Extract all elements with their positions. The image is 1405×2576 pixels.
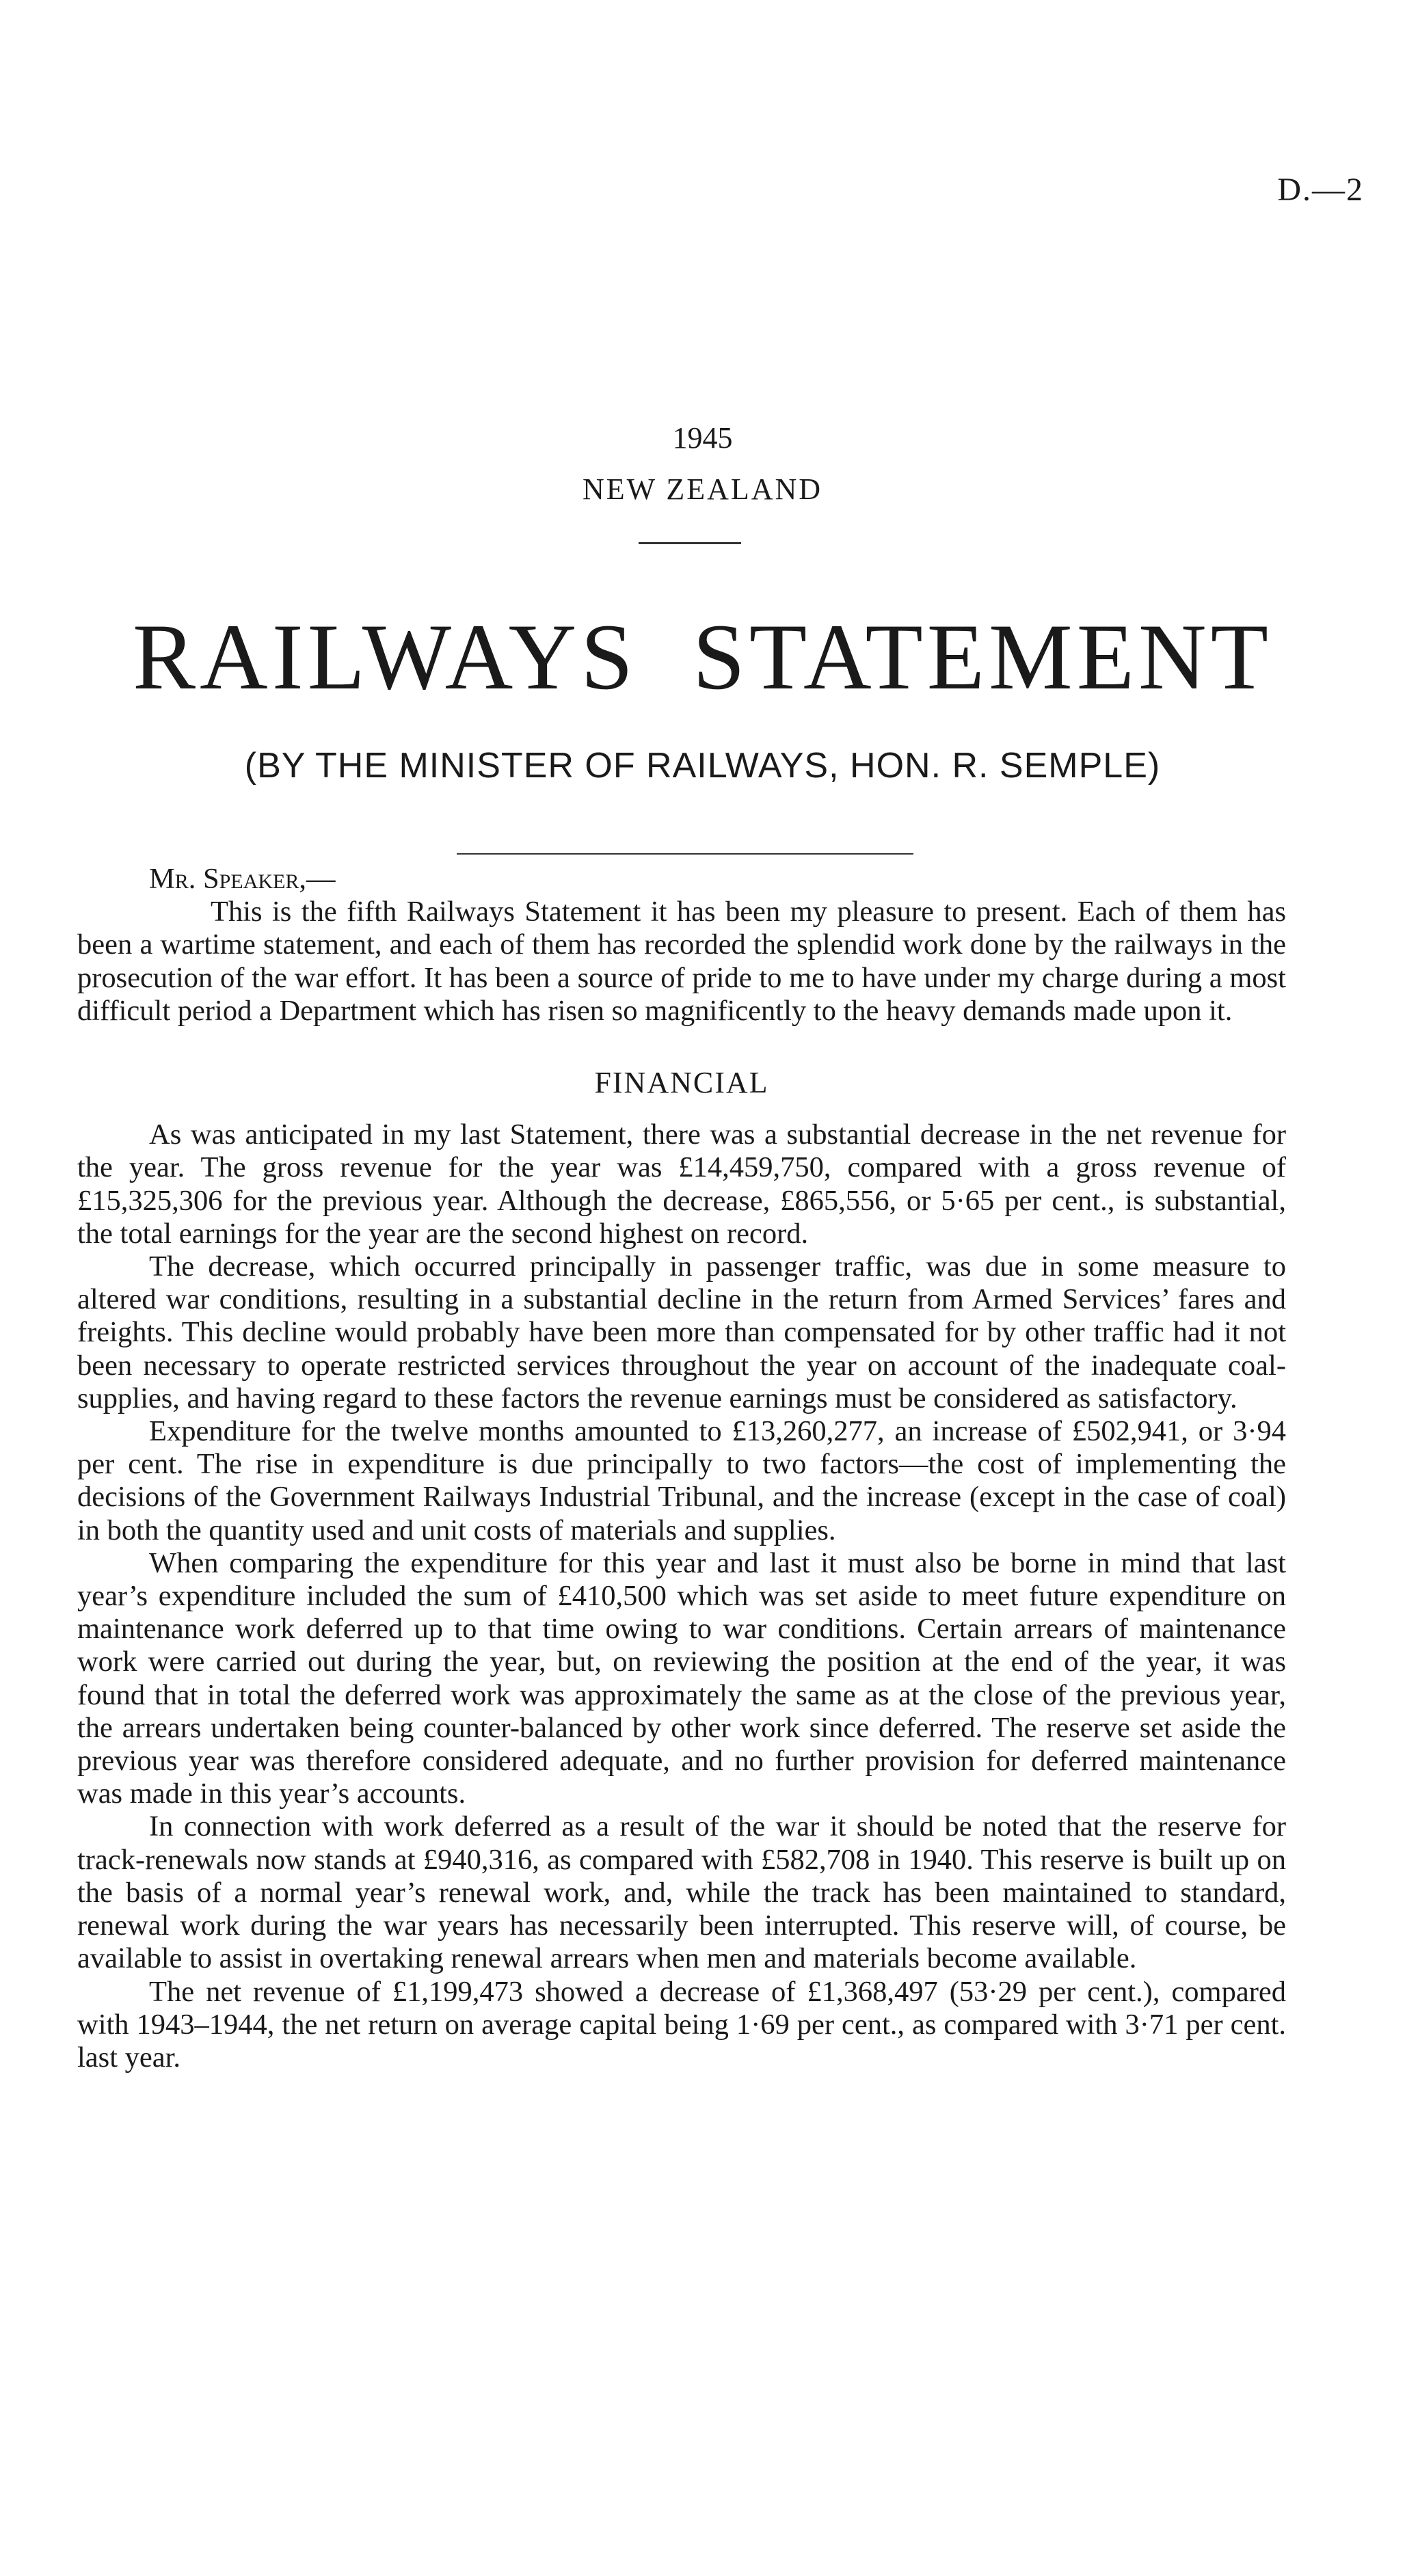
financial-paragraph: In connection with work deferred as a result of the war it should be noted that the reserve for track-renewals now stands at £940,316, as compared with £582,708 in 1940. This reserve is built up on the basis of a normal year’s renewal work, and, while the track has been maintained to standard, renewal work during the war years has necessarily been interrupted. This reserve will, of course, be available to assist in overtaking renewal arrears when men and materials become available.: [77, 1810, 1286, 1975]
country-heading: NEW ZEALAND: [582, 472, 823, 506]
document-subtitle: (BY THE MINISTER OF RAILWAYS, HON. R. SEMPLE): [244, 746, 1161, 786]
document-title: [0, 605, 1405, 709]
salutation: Mr. Speaker,—: [149, 863, 336, 895]
document-title-text: RAILWAYS STATEMENT: [133, 604, 1272, 709]
financial-paragraph: The decrease, which occurred principally in passenger traffic, was due in some measure to altered war conditions, resulting in a substantial decline in the return from Armed Services’ fares and freights. This decline would probably have been more than compensated for by other traffic had it not been necessary to operate restricted services throughout the year on account of the inadequate coal-supplies, and having regard to these factors the revenue earnings must be considered as satisfactory.: [77, 1250, 1286, 1414]
publication-year: 1945: [672, 421, 733, 455]
statement-body: [77, 863, 1286, 2074]
financial-paragraph: As was anticipated in my last Statement, there was a substantial decrease in the net revenue for the year. The gross revenue for the year was £14,459,750, compared with a gross revenue of £15,325,306 for the previous year. Although the decrease, £865,556, or 5·65 per cent., is substantial, the total earnings for the year are the second highest on record.: [77, 1118, 1286, 1250]
long-divider: [457, 853, 913, 855]
financial-paragraph: The net revenue of £1,199,473 showed a decrease of £1,368,497 (53·29 per cent.), compared with 1943–1944, the net return on average capital being 1·69 per cent., as compared with 3·71 per cent. last year.: [77, 1975, 1286, 2074]
short-divider: [639, 542, 741, 544]
intro-paragraph: This is the fifth Railways Statement it has been my pleasure to present. Each of them has been a wartime statement, and each of them has recorded the splendid work done by the railways in the prosecution of the war effort. It has been a source of pride to me to have under my charge during a most difficult period a Department which has risen so magnificently to the heavy demands made upon it.: [77, 896, 1286, 1027]
section-heading-financial: FINANCIAL: [594, 1066, 769, 1100]
financial-paragraph: Expenditure for the twelve months amounted to £13,260,277, an increase of £502,941, or 3·94 per cent. The rise in expenditure is due principally to two factors—the cost of implementing the decisions of the Government Railways Industrial Tribunal, and the increase (except in the case of coal) in both the quantity used and unit costs of materials and supplies.: [77, 1415, 1286, 1546]
financial-paragraph: When comparing the expenditure for this year and last it must also be borne in mind that last year’s expenditure included the sum of £410,500 which was set aside to meet future expenditure on maintenance work deferred up to that time owing to war conditions. Certain arrears of maintenance work were carried out during the year, but, on reviewing the position at the end of the year, it was found that in total the deferred work was approximately the same as at the close of the previous year, the arrears undertaken being counter-balanced by other work since deferred. The reserve set aside the previous year was therefore considered adequate, and no further provision for deferred maintenance was made in this year’s accounts.: [77, 1546, 1286, 1810]
page-number: D.—2: [1277, 172, 1364, 208]
